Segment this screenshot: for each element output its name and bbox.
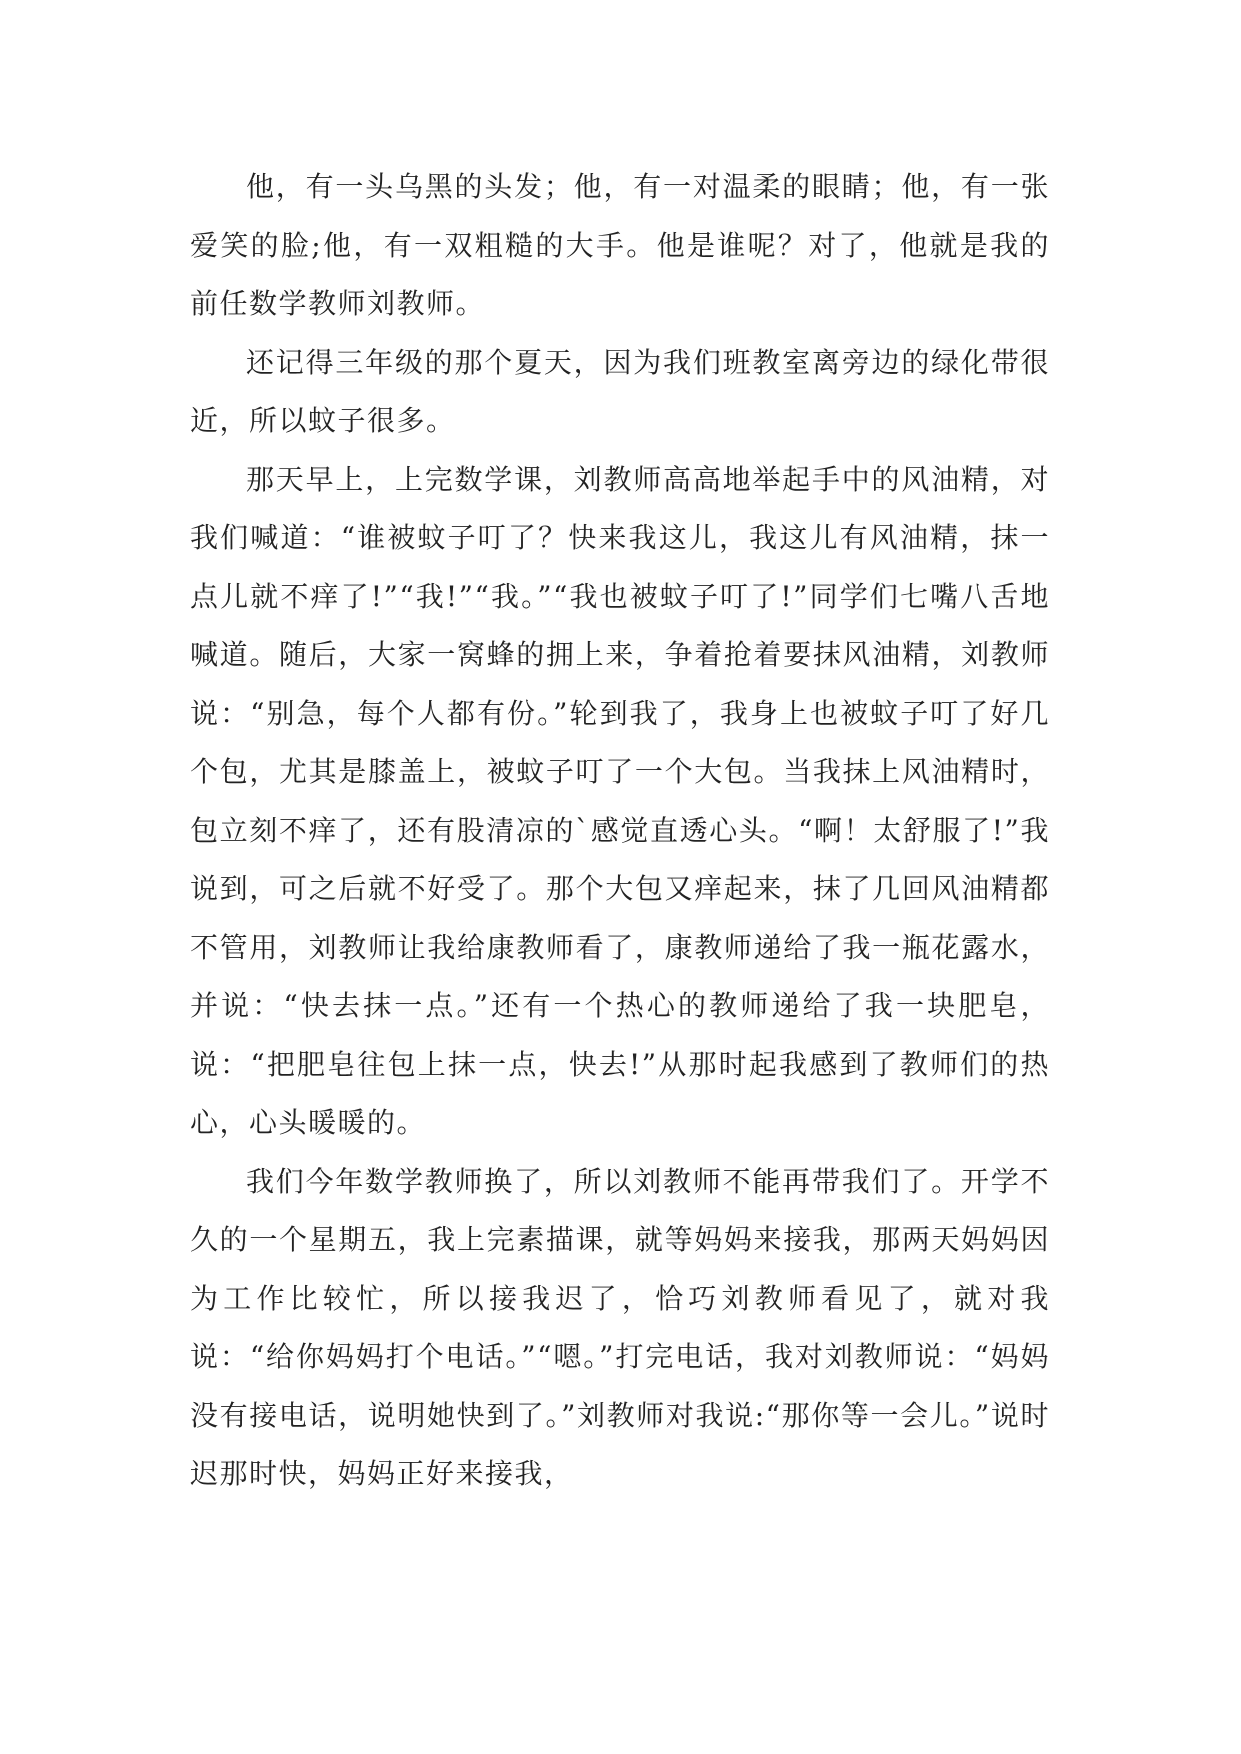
- paragraph-1: 他，有一头乌黑的头发；他，有一对温柔的眼睛；他，有一张爱笑的脸;他，有一双粗糙的大手。他是谁呢？对了，他就是我的前任数学教师刘教师。: [190, 170, 1050, 320]
- paragraph-4: 我们今年数学教师换了，所以刘教师不能再带我们了。开学不久的一个星期五，我上完素描课，就等妈妈来接我，那两天妈妈因为工作比较忙，所以接我迟了，恰巧刘教师看见了，就对我说：“给你妈妈打个电话。”“嗯。”打完电话，我对刘教师说：“妈妈没有接电话，说明她快到了。”刘教师对我说:“那你等一会儿。”说时迟那时快，妈妈正好来接我，: [190, 1164, 1050, 1490]
- document-body: [190, 158, 1050, 1504]
- paragraph-2: 还记得三年级的那个夏天，因为我们班教室离旁边的绿化带很近，所以蚊子很多。: [190, 345, 1050, 437]
- paragraph-3: 那天早上，上完数学课，刘教师高高地举起手中的风油精，对我们喊道：“谁被蚊子叮了？快来我这儿，我这儿有风油精，抹一点儿就不痒了!”“我!”“我。”“我也被蚊子叮了!”同学们七嘴八舌地喊道。随后，大家一窝蜂的拥上来，争着抢着要抹风油精，刘教师说：“别急，每个人都有份。”轮到我了，我身上也被蚊子叮了好几个包，尤其是膝盖上，被蚊子叮了一个大包。当我抹上风油精时，包立刻不痒了，还有股清凉的`感觉直透心头。“啊！太舒服了!”我说到，可之后就不好受了。那个大包又痒起来，抹了几回风油精都不管用，刘教师让我给康教师看了，康教师递给了我一瓶花露水，并说：“快去抹一点。”还有一个热心的教师递给了我一块肥皂，说：“把肥皂往包上抹一点，快去!”从那时起我感到了教师们的热心，心头暖暖的。: [190, 462, 1050, 1139]
